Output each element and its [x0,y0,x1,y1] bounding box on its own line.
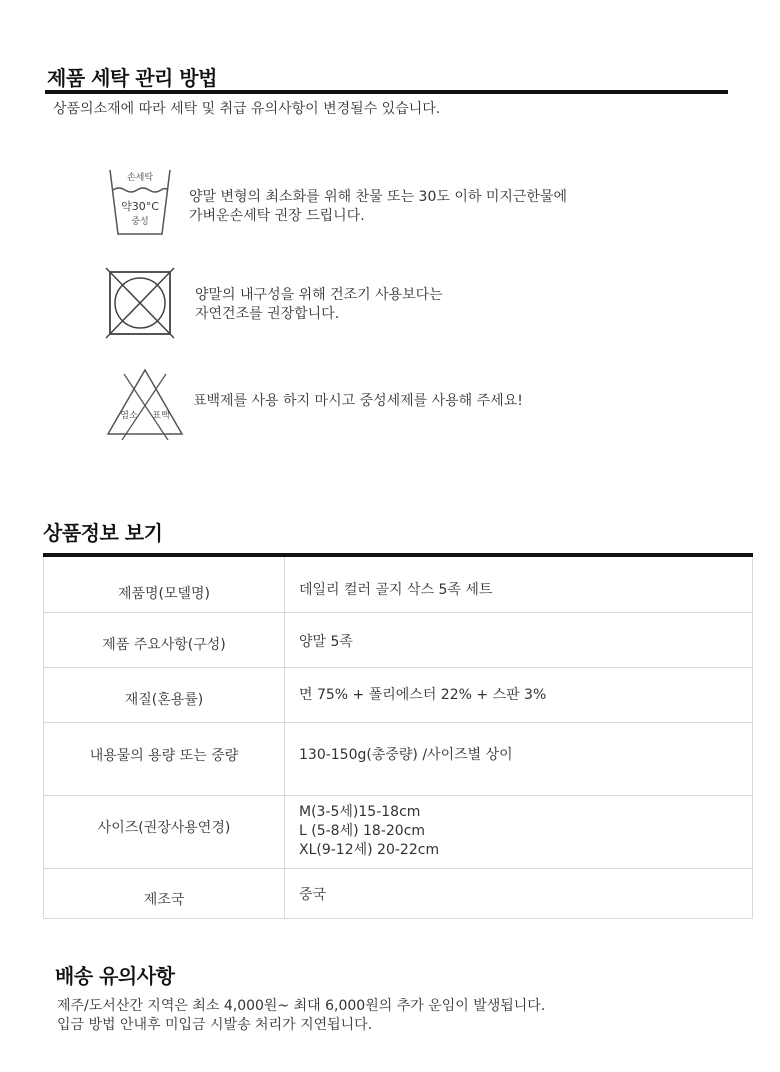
shipping-title: 배송 유의사항 [55,964,175,988]
spec-row [44,612,753,667]
care-item-dry-line1: 양말의 내구성을 위해 건조기 사용보다는 [195,287,443,303]
spec-key [44,868,285,918]
care-item-dry [195,286,443,324]
care-item-dry-line2: 자연건조를 권장합니다. [195,306,340,322]
spec-row [44,722,753,795]
spec-row [44,868,753,918]
care-item-wash-line2: 가벼운손세탁 권장 드립니다. [189,208,365,224]
spec-row [44,667,753,722]
spec-value [285,722,753,795]
spec-title: 상품정보 보기 [43,521,163,545]
spec-value-text: 중국 [299,886,327,903]
spec-key [44,667,285,722]
spec-key-text: 제품명(모델명) [117,586,211,602]
spec-value-text: 양말 5족 [299,633,353,650]
spec-key [44,795,285,868]
no-tumble-dry-icon [104,266,176,340]
spec-value-line: M(3-5세)15-18cm [299,803,421,820]
care-subtitle: 상품의소재에 따라 세탁 및 취급 유의사항이 변경될수 있습니다. [53,101,441,117]
spec-value-text: 데일리 컬러 골지 삭스 5족 세트 [299,582,493,598]
care-title: 제품 세탁 관리 방법 [47,66,217,90]
hand-wash-icon [104,164,176,240]
no-bleach-icon [104,366,186,442]
spec-value [285,612,753,667]
care-item-bleach: 표백제를 사용 하지 마시고 중성세제를 사용해 주세요! [193,393,523,409]
spec-row [44,795,753,868]
spec-key-text: 내용물의 용량 또는 중량 [89,747,239,764]
spec-value [285,795,753,868]
wash-temp-label: 약30°C [121,200,159,213]
spec-row [44,557,753,612]
spec-value-line: L (5-8세) 18-20cm [299,822,426,839]
bleach-right-label: 표백 [152,411,170,421]
wash-bottom-label: 중성 [131,217,149,227]
spec-key-text: 제품 주요사항(구성) [102,636,226,653]
shipping-line1: 제주/도서산간 지역은 최소 4,000원~ 최대 6,000원의 추가 운임이 발생됩니다. [57,998,546,1014]
spec-value-text: 면 75% + 폴리에스터 22% + 스판 3% [299,686,547,703]
spec-value-text: 130-150g(총중량) /사이즈별 상이 [299,746,513,763]
shipping-notes [57,997,545,1035]
spec-key [44,612,285,667]
shipping-line2: 입금 방법 안내후 미입금 시발송 처리가 지연됩니다. [57,1017,373,1033]
wash-top-label: 손세탁 [126,173,154,183]
care-item-wash [189,188,567,226]
spec-key-text: 제조국 [143,891,185,908]
spec-key-text: 재질(혼용률) [124,691,204,708]
spec-key-text: 사이즈(권장사용연경) [97,819,231,836]
spec-value [285,667,753,722]
spec-table [43,557,753,919]
bleach-left-label: 염소 [120,411,138,421]
spec-key [44,557,285,612]
spec-value [285,557,753,612]
spec-value [285,868,753,918]
spec-value-line: XL(9-12세) 20-22cm [299,841,440,858]
care-item-wash-line1: 양말 변형의 최소화를 위해 찬물 또는 30도 이하 미지근한물에 [189,189,567,205]
care-title-rule [45,90,728,94]
spec-key [44,722,285,795]
